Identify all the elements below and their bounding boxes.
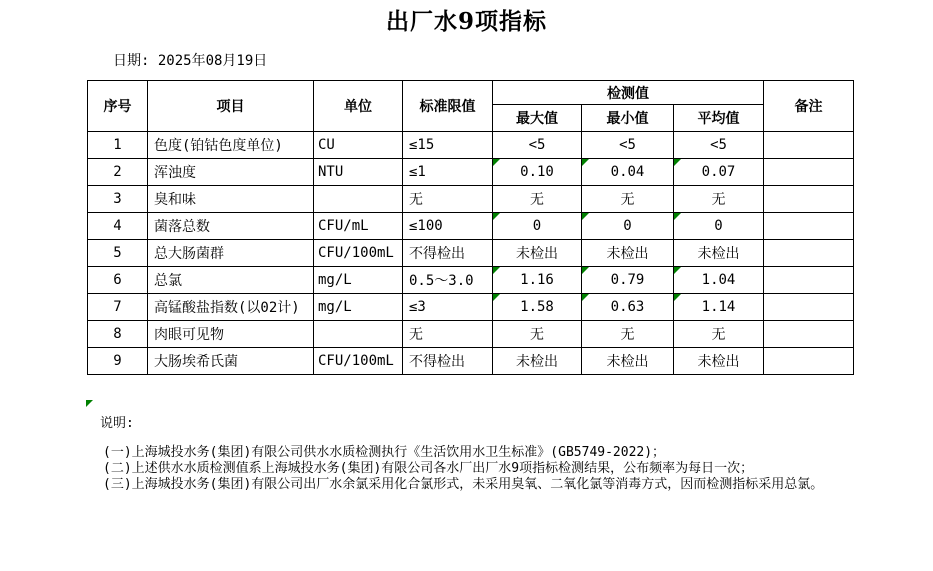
- table-row: [88, 348, 854, 375]
- notes-block: [103, 445, 823, 493]
- row-avg: <5: [674, 132, 764, 159]
- row-unit: CFU/100mL: [314, 240, 403, 267]
- text-number-marker-icon: [493, 267, 500, 274]
- row-remark: [764, 213, 854, 240]
- row-unit: NTU: [314, 159, 403, 186]
- row-no: 6: [88, 267, 148, 294]
- row-no: 5: [88, 240, 148, 267]
- row-no: 1: [88, 132, 148, 159]
- table-row: [88, 186, 854, 213]
- note-line-1: (一)上海城投水务(集团)有限公司供水水质检测执行《生活饮用水卫生标准》(GB5749-2022)；: [103, 445, 666, 460]
- row-item: 菌落总数: [148, 213, 314, 240]
- notes-label: 说明:: [100, 416, 134, 431]
- report-date: 日期: 2025年08月19日: [113, 53, 268, 69]
- row-avg: 0: [674, 213, 764, 240]
- row-item: 浑浊度: [148, 159, 314, 186]
- row-min: 无: [582, 186, 674, 213]
- col-header-remark: 备注: [764, 81, 854, 132]
- text-number-marker-icon: [493, 294, 500, 301]
- row-remark: [764, 186, 854, 213]
- row-max: 无: [493, 321, 582, 348]
- row-item: 大肠埃希氏菌: [148, 348, 314, 375]
- row-no: 7: [88, 294, 148, 321]
- row-max: 1.58: [493, 294, 582, 321]
- row-item: 总大肠菌群: [148, 240, 314, 267]
- row-max: 无: [493, 186, 582, 213]
- row-remark: [764, 132, 854, 159]
- row-unit: [314, 321, 403, 348]
- row-avg: 1.14: [674, 294, 764, 321]
- row-limit: ≤100: [403, 213, 493, 240]
- row-remark: [764, 267, 854, 294]
- note-line-3: (三)上海城投水务(集团)有限公司出厂水余氯采用化合氯形式，未采用臭氧、二氧化氯等消毒方式，因而检测指标采用总氯。: [103, 477, 824, 492]
- row-avg: 无: [674, 321, 764, 348]
- row-max: 0.10: [493, 159, 582, 186]
- col-header-limit: 标准限值: [403, 81, 493, 132]
- row-max: 未检出: [493, 240, 582, 267]
- row-max: 1.16: [493, 267, 582, 294]
- row-avg: 未检出: [674, 348, 764, 375]
- text-number-marker-icon: [674, 213, 681, 220]
- col-header-avg: 平均值: [674, 105, 764, 132]
- text-number-marker-icon: [674, 267, 681, 274]
- text-number-marker-icon: [493, 159, 500, 166]
- row-no: 2: [88, 159, 148, 186]
- text-number-marker-icon: [582, 294, 589, 301]
- row-limit: ≤15: [403, 132, 493, 159]
- table-row: [88, 321, 854, 348]
- row-unit: mg/L: [314, 294, 403, 321]
- table-row: [88, 267, 854, 294]
- col-header-no: 序号: [88, 81, 148, 132]
- table-row: [88, 159, 854, 186]
- row-remark: [764, 321, 854, 348]
- row-no: 9: [88, 348, 148, 375]
- page-title: 出厂水9项指标: [385, 8, 547, 35]
- text-number-marker-icon: [674, 159, 681, 166]
- col-header-max: 最大值: [493, 105, 582, 132]
- row-max: 0: [493, 213, 582, 240]
- row-min: 0.04: [582, 159, 674, 186]
- row-limit: ≤3: [403, 294, 493, 321]
- row-limit: ≤1: [403, 159, 493, 186]
- row-min: 未检出: [582, 348, 674, 375]
- row-unit: [314, 186, 403, 213]
- table-row: [88, 213, 854, 240]
- row-item: 肉眼可见物: [148, 321, 314, 348]
- col-header-unit: 单位: [314, 81, 403, 132]
- row-remark: [764, 348, 854, 375]
- row-remark: [764, 240, 854, 267]
- row-no: 8: [88, 321, 148, 348]
- row-remark: [764, 294, 854, 321]
- row-limit: 无: [403, 321, 493, 348]
- text-number-marker-icon: [674, 294, 681, 301]
- row-unit: mg/L: [314, 267, 403, 294]
- row-limit: 不得检出: [403, 240, 493, 267]
- row-limit: 无: [403, 186, 493, 213]
- row-item: 臭和味: [148, 186, 314, 213]
- table-row: [88, 240, 854, 267]
- row-item: 总氯: [148, 267, 314, 294]
- row-min: <5: [582, 132, 674, 159]
- row-max: 未检出: [493, 348, 582, 375]
- indicators-table: [87, 80, 854, 375]
- row-unit: CFU/100mL: [314, 348, 403, 375]
- row-item: 色度(铂钴色度单位): [148, 132, 314, 159]
- col-header-detect: 检测值: [493, 81, 764, 105]
- row-avg: 未检出: [674, 240, 764, 267]
- row-avg: 无: [674, 186, 764, 213]
- text-number-marker-icon: [582, 159, 589, 166]
- row-avg: 1.04: [674, 267, 764, 294]
- table-row: [88, 294, 854, 321]
- row-min: 0.63: [582, 294, 674, 321]
- text-number-marker-icon: [493, 213, 500, 220]
- row-unit: CFU/mL: [314, 213, 403, 240]
- row-item: 高锰酸盐指数(以02计): [148, 294, 314, 321]
- text-number-marker-icon: [582, 213, 589, 220]
- row-unit: CU: [314, 132, 403, 159]
- table-row: [88, 132, 854, 159]
- row-max: <5: [493, 132, 582, 159]
- text-number-marker-icon: [582, 267, 589, 274]
- col-header-item: 项目: [148, 81, 314, 132]
- col-header-min: 最小值: [582, 105, 674, 132]
- row-min: 0.79: [582, 267, 674, 294]
- row-no: 3: [88, 186, 148, 213]
- row-avg: 0.07: [674, 159, 764, 186]
- row-limit: 不得检出: [403, 348, 493, 375]
- row-min: 未检出: [582, 240, 674, 267]
- cell-marker-icon: [86, 400, 93, 407]
- row-no: 4: [88, 213, 148, 240]
- row-min: 0: [582, 213, 674, 240]
- row-min: 无: [582, 321, 674, 348]
- row-remark: [764, 159, 854, 186]
- row-limit: 0.5～3.0: [403, 267, 493, 294]
- note-line-2: (二)上述供水水质检测值系上海城投水务(集团)有限公司各水厂出厂水9项指标检测结果，公布频率为每日一次；: [103, 461, 754, 476]
